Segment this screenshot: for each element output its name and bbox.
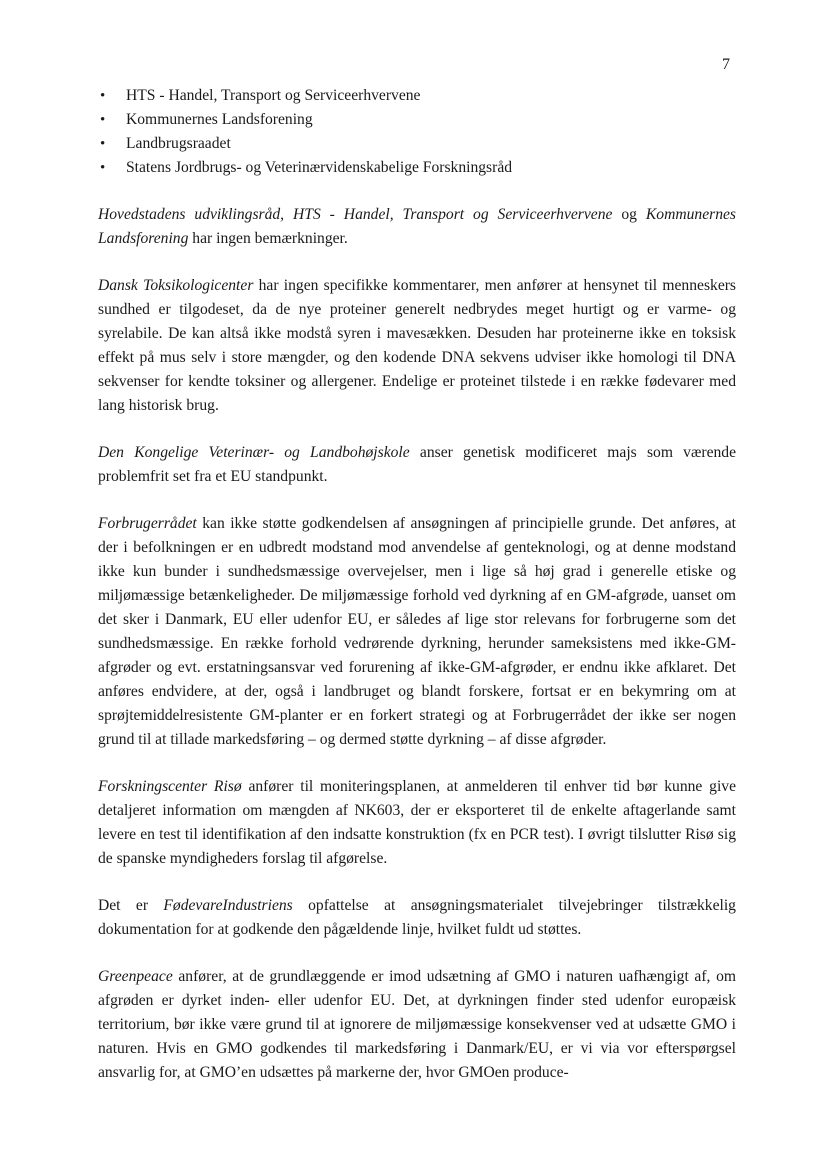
list-item: • Landbrugsraadet [98, 132, 736, 156]
paragraph-landbohojskole: Den Kongelige Veterinær- og Landbohøjskole anser genetisk modificeret majs som værende problemfrit set fra et EU standpunkt. [98, 444, 737, 485]
paragraph-riso: Forskningscenter Risø anfører til moniteringsplanen, at anmelderen til enhver tid bør kunne give detaljeret information om mængden af NK603, der er eksporteret til de enkelte aftagerlande samt levere en test til identifikation af den indsatte konstruktion (fx en PCR test). I øvrigt tilslutter Risø sig de spanske myndigheders forslag til afgørelse. [98, 778, 736, 867]
paragraph-toksikologicenter: Dansk Toksikologicenter har ingen specifikke kommentarer, men anfører at hensynet til menneskers sundhed er tilgodeset, da de nye proteiner generelt nedbrydes meget hurtigt og er varme- og syrelabile. De kan altså ikke modstå syren i mavesækken. Desuden har proteinerne ikke en toksisk effekt på mus selv i store mængder, og den kodende DNA sekvens udviser ikke homologi til DNA sekvenser for kendte toksiner og allergener. Endelige er proteinet tilstede i en række fødevarer med lang historisk brug. [98, 277, 736, 414]
page-number: 7 [722, 56, 730, 73]
paragraph-forbrugerradet: Forbrugerrådet kan ikke støtte godkendelsen af ansøgningen af principielle grunde. Det anføres, at der i befolkningen er en udbredt modstand mod anvendelse af genteknologi, og at denne modstand ikke kun bunder i sundhedsmæssige overvejelser, men i lige så høj grad i generelle etiske og miljømæssige betænkeligheder. De miljømæssige forhold ved dyrkning af en GM-afgrøde, uanset om det sker i Danmark, EU eller udenfor EU, er således af lige stor relevans for forbrugerne som det sundhedsmæssige. En række forhold vedrørende dyrkning, herunder sameksistens med ikke-GM-afgrøder og evt. erstatningsansvar ved forurening af ikke-GM-afgrøder, er endnu ikke afklaret. Det anføres endvidere, at der, også i landbruget og blandt forskere, fortsat er en bekymring om at sprøjtemiddelresistente GM-planter er en forkert strategi og at Forbrugerrådet der ikke ser nogen grund til at tillade markedsføring – og dermed støtte dyrkning – af disse afgrøder. [98, 515, 736, 748]
list-item: • HTS - Handel, Transport og Serviceerhvervene [98, 84, 736, 108]
bullet-icon: • [100, 136, 106, 152]
bullet-icon: • [100, 88, 106, 104]
paragraph-hovedstadens: Hovedstadens udviklingsråd, HTS - Handel, Transport og Serviceerhvervene og Kommunernes Landsforening har ingen bemærkninger. [98, 206, 736, 247]
organization-list [98, 84, 736, 180]
document-body [98, 84, 736, 1085]
bullet-icon: • [100, 160, 106, 176]
bullet-icon: • [100, 112, 106, 128]
list-item: • Statens Jordbrugs- og Veterinærvidenskabelige Forskningsråd [98, 156, 736, 180]
list-item: • Kommunernes Landsforening [98, 108, 736, 132]
paragraph-fodevareindustrien: Det er FødevareIndustriens opfattelse at ansøgningsmaterialet tilvejebringer tilstrækkelig dokumentation for at godkende den pågældende linje, hvilket fuldt ud støttes. [98, 897, 736, 938]
paragraph-greenpeace: Greenpeace anfører, at de grundlæggende er imod udsætning af GMO i naturen uafhængigt af, om afgrøden er dyrket inden- eller udenfor EU. Det, at dyrkningen finder sted udenfor europæisk territorium, bør ikke være grund til at ignorere de miljømæssige konsekvenser ved at udsætte GMO i naturen. Hvis en GMO godkendes til markedsføring i Danmark/EU, er vi via vor efterspørgsel ansvarlig for, at GMO’en udsættes på markerne der, hvor GMOen produce- [98, 968, 736, 1081]
